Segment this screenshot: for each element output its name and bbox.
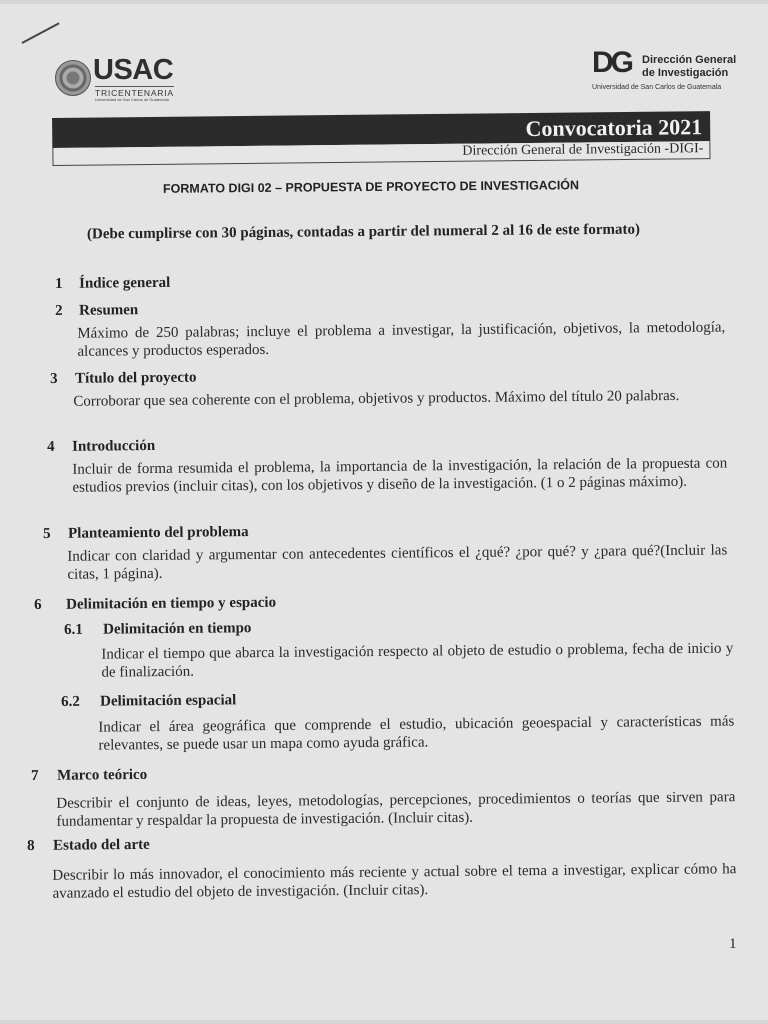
section-number: 5 (43, 525, 51, 542)
section-heading: Delimitación en tiempo y espacio (65, 594, 277, 613)
banner-subtitle: Dirección General de Investigación -DIGI- (462, 141, 704, 159)
section-body: Indicar el área geográfica que comprende el estudio, ubicación geoespacial y características más relevantes, se puede usar un mapa como ayuda gráfica. (98, 713, 735, 754)
form-title: FORMATO DIGI 02 – PROPUESTA DE PROYECTO DE INVESTIGACIÓN (162, 178, 580, 196)
section-heading: Delimitación en tiempo (102, 620, 252, 638)
section-number: 2 (54, 302, 63, 319)
section-body: Indicar con claridad y argumentar con antecedentes científicos el ¿qué? ¿por qué? y ¿para qué?(Incluir las citas, 1 página). (67, 542, 728, 583)
usac-logo (55, 56, 185, 102)
section-number: 6.2 (61, 693, 80, 710)
document-page (0, 4, 768, 1020)
section-heading: Estado del arte (52, 836, 150, 854)
section-heading: Título del proyecto (74, 369, 197, 387)
section-number: 7 (31, 767, 39, 784)
convocatoria-banner (52, 107, 711, 166)
section-heading: Planteamiento del problema (67, 524, 249, 542)
usac-logo-tagline: Universidad de San Carlos de Guatemala (95, 97, 169, 102)
section-number: 8 (27, 837, 35, 854)
usac-seal-icon (55, 60, 91, 96)
page-count-note: (Debe cumplirse con 30 páginas, contadas a partir del numeral 2 al 16 de este formato) (86, 221, 641, 243)
section-number: 1 (54, 275, 63, 292)
section-number: 6.1 (64, 621, 83, 638)
section-body: Describir lo más innovador, el conocimiento más reciente y actual sobre el tema a investigar, explicar cómo ha avanzado el estudio del objeto de investigación. (Incluir citas). (52, 861, 737, 902)
section-body: Corroborar que sea coherente con el problema, objetivos y productos. Máximo del título 20 palabras. (73, 387, 680, 410)
digi-logo (590, 46, 740, 96)
digi-logo-line1: Dirección General (642, 54, 737, 66)
usac-logo-subtitle: TRICENTENARIA (95, 88, 174, 98)
section-body: Incluir de forma resumida el problema, la importancia de la investigación, la relación de la propuesta con estudios previos (incluir citas), con los objetivos y diseño de la investigación. (1 o 2 páginas máximo). (72, 455, 728, 496)
digi-logo-mark: DG (592, 46, 631, 79)
section-heading: Marco teórico (56, 766, 148, 784)
section-number: 4 (47, 438, 55, 455)
pen-mark (22, 22, 60, 43)
banner-title: Convocatoria 2021 (525, 114, 703, 142)
section-body: Indicar el tiempo que abarca la investigación respecto al objeto de estudio o problema, fecha de inicio y de finalización. (101, 640, 734, 681)
section-body: Máximo de 250 palabras; incluye el problema a investigar, la justificación, objetivos, la metodología, alcances y productos esperados. (77, 319, 726, 360)
section-heading: Introducción (71, 437, 156, 455)
section-heading: Índice general (78, 274, 171, 292)
section-number: 6 (34, 596, 42, 613)
usac-logo-word: USAC (93, 54, 174, 86)
digi-logo-subtitle: Universidad de San Carlos de Guatemala (592, 84, 722, 91)
section-body: Describir el conjunto de ideas, leyes, metodologías, percepciones, procedimientos o teorías que sirven para fundamentar y respaldar la propuesta de investigación. (Incluir citas). (56, 789, 736, 830)
section-number: 3 (50, 370, 58, 387)
digi-logo-line2: de Investigación (642, 67, 729, 79)
section-heading: Resumen (78, 302, 139, 319)
page-number: 1 (729, 936, 737, 952)
section-heading: Delimitación espacial (99, 692, 237, 710)
